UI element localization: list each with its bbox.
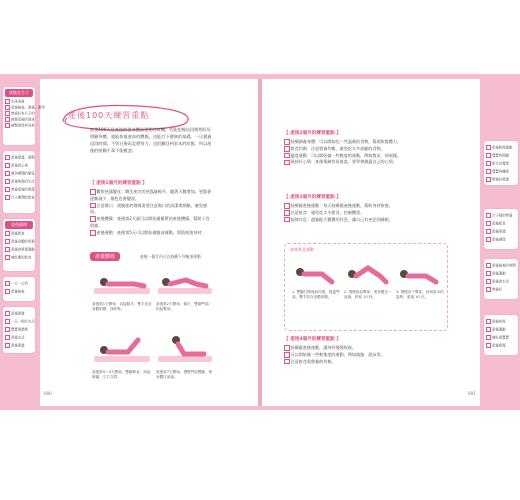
section-heading: 【 產後1個月的練習重點 】 <box>90 181 147 186</box>
tab-item: 準備好坐月子的 <box>5 111 33 116</box>
checkbox-icon <box>5 195 10 200</box>
checkbox-icon <box>486 221 491 226</box>
checkbox-icon <box>486 145 491 150</box>
section-body <box>284 345 446 365</box>
checkbox-icon[interactable] <box>90 203 96 209</box>
left-tab-card-1[interactable] <box>3 87 45 145</box>
section-body <box>284 203 446 223</box>
checkbox-icon[interactable] <box>284 153 290 159</box>
section-body <box>284 139 446 166</box>
checkbox-icon <box>486 153 491 158</box>
tab-item: 調整與保持身材 <box>5 123 33 128</box>
figure-caption: 產後第1天開始，直接躺平，雙手放在身體兩側，深呼吸。 <box>92 302 152 311</box>
checkbox-icon <box>5 187 10 192</box>
checkbox-icon <box>5 179 10 184</box>
tab-item: 產後照護 <box>486 343 516 348</box>
checkbox-icon[interactable] <box>90 189 96 195</box>
tab-item: 產後調理 <box>486 237 516 242</box>
section-heading: 【 產後3個月的練習重點 】 <box>284 195 341 200</box>
checkbox-icon <box>486 169 491 174</box>
checklist-item: 規律作息：盡量配合寶寶的作息，讓自己有充足的睡眠。 <box>284 217 446 224</box>
checkbox-icon <box>5 155 10 160</box>
tab-item: 產後檢查 <box>5 289 33 294</box>
tab-item: 產後保健 <box>5 343 33 348</box>
checkbox-icon <box>486 279 491 284</box>
exercise-box-step: 2. 慢慢抬起臀部，使身體呈一直線，停留 10 秒。 <box>344 290 392 299</box>
section-body <box>90 189 212 237</box>
checkbox-icon <box>5 343 10 348</box>
tab-item: 產後生活 <box>5 335 33 340</box>
checkbox-icon <box>486 287 491 292</box>
checkbox-icon[interactable] <box>284 160 290 166</box>
tab-item: 一天一個月生活 <box>5 319 33 324</box>
checklist-item: 注意飲食與營養的均衡。 <box>284 359 446 366</box>
page-number-left: 090 <box>44 391 52 396</box>
checkbox-icon <box>486 319 491 324</box>
checkbox-icon <box>5 311 10 316</box>
tab-item: 寶寶的睡眠 <box>486 169 516 174</box>
checkbox-icon[interactable] <box>284 359 290 365</box>
tab-item: 寶寶的照顧 <box>486 153 516 158</box>
checklist-item: 保持好心情：產後情緒容易低落，要學會調適自己的心情。 <box>284 159 446 166</box>
tab-item: 產後檢查、裝備、避孕 <box>5 105 33 110</box>
checkbox-icon[interactable] <box>284 345 290 351</box>
tab-item: 產後飲食 <box>5 231 33 236</box>
checkbox-icon <box>5 335 10 340</box>
checkbox-icon <box>5 289 10 294</box>
left-tab-card-5[interactable] <box>3 307 35 353</box>
checkbox-icon <box>5 163 10 168</box>
exercise-box-title: 產後骨盆運動 <box>290 247 314 252</box>
checkbox-icon <box>5 99 10 104</box>
right-tab-column <box>482 79 520 406</box>
checkbox-icon <box>486 213 491 218</box>
checkbox-icon <box>486 271 491 276</box>
checklist-item: 持續做產後運動：每天持續做產後運動，幫助身材恢復。 <box>284 203 446 210</box>
checkbox-icon <box>5 327 10 332</box>
figure-caption: 產後第2天開始，躺平，雙腳彎曲，抬起臀部。 <box>156 302 213 311</box>
tab-item: 產後恢復的生活 <box>5 179 33 184</box>
section-heading: 【 產後4個月的練習重點 】 <box>284 337 341 342</box>
exercise-figure-2 <box>156 262 214 300</box>
checklist-item: 產後運動：產後第5天可以開始做腹部運動，幫助恢復身材。 <box>90 230 212 237</box>
tab-item: 懷孕期間的變化 <box>5 171 33 176</box>
page-title: 產後100天練習重點 <box>68 111 150 120</box>
checklist-item: 注意飲食：避免吃太多甜食，控制體重。 <box>284 210 446 217</box>
tab-item: 產後保健 <box>5 311 33 316</box>
checkbox-icon[interactable] <box>284 352 290 358</box>
exercise-box-step: 1. 雙腳打開與肩同寬，膝蓋彎曲，雙手放在身體兩側。 <box>292 290 340 299</box>
figure-caption: 產後第4～5天開始，雙腳伸直，抬起單腳，左右交替。 <box>92 370 151 379</box>
tab-item: 哺乳期的飲食 <box>5 255 33 260</box>
checkbox-icon <box>486 343 491 348</box>
tab-item: 產後運動 <box>486 271 516 276</box>
checklist-item: 注意傷口：剖腹產的媽媽需要注意傷口的清潔與照顧，避免感染。 <box>90 202 208 215</box>
checkbox-icon <box>5 247 10 252</box>
exercise-figure-4 <box>156 330 214 368</box>
tab-label: 產後調理 <box>5 221 33 229</box>
checkbox-icon <box>5 319 10 324</box>
checklist-item: 適度運動：可以開始做一些輕度的運動，例如散步、伸展操。 <box>284 153 446 160</box>
left-tab-column <box>0 79 45 406</box>
exercise-subtitle: 產後一個月內可以持續下列幾項運動 <box>140 254 201 259</box>
tab-item: 產後保健 <box>486 229 516 234</box>
checkbox-icon[interactable] <box>284 210 290 216</box>
checkbox-icon <box>486 327 491 332</box>
tab-item: 準備產後的照護 <box>5 187 33 192</box>
tab-item: 產後飲食 <box>486 221 516 226</box>
tab-item: 調養產後的環境 <box>5 117 33 122</box>
checkbox-icon <box>5 231 10 236</box>
checkbox-icon <box>486 237 491 242</box>
exercise-box-figure-2 <box>344 256 390 286</box>
tab-item: 產後恢復 <box>486 319 516 324</box>
tab-item: 產後修復運動 <box>486 145 516 150</box>
left-tab-card-3[interactable] <box>3 219 35 271</box>
tab-item: 寶寶與媽媽 <box>5 327 33 332</box>
tab-item: 哺乳與寶寶 <box>486 335 516 340</box>
tab-item: 產後的修復運動 <box>5 247 33 252</box>
checkbox-icon <box>486 161 491 166</box>
checklist-item: 飲食均衡：注意營養均衡，避免吃太多油膩的食物。 <box>284 146 446 153</box>
checkbox-icon <box>486 229 491 234</box>
tab-item: 產後身體的保養 <box>5 239 33 244</box>
left-tab-card-2[interactable] <box>3 151 35 213</box>
checkbox-icon <box>5 105 10 110</box>
checkbox-icon <box>5 111 10 116</box>
tab-item: 產後照護、面膜 <box>5 155 33 160</box>
right-tab-card-4[interactable] <box>484 315 518 355</box>
checkbox-icon <box>5 255 10 260</box>
right-tab-card-3[interactable] <box>484 259 518 299</box>
exercise-box-figure-1 <box>292 256 338 286</box>
checkbox-icon <box>5 123 10 128</box>
figure-caption: 產後第7天開始，慢慢彎曲雙腳，使身體往前傾。 <box>156 370 213 379</box>
checkbox-icon <box>486 177 491 182</box>
exercise-box-figure-3 <box>396 256 442 286</box>
checklist-item: 持續調養身體：可以開始吃一些溫補的食物，幫助恢復體力。 <box>284 139 446 146</box>
exercise-tag: 產後體操 <box>90 252 120 261</box>
tab-item: 產後的心事 <box>5 163 33 168</box>
exercise-figure-3 <box>92 330 152 368</box>
checkbox-icon[interactable] <box>90 216 96 222</box>
checkbox-icon <box>486 335 491 340</box>
right-tab-card-2[interactable] <box>484 209 518 249</box>
tab-item: 產後檢查的時間 <box>486 263 516 268</box>
tab-item: 準備好照護 <box>486 177 516 182</box>
right-tab-card-1[interactable] <box>484 141 518 185</box>
tab-item: 一天一口奶 <box>5 281 33 286</box>
checkbox-icon <box>5 281 10 286</box>
checkbox-icon <box>486 263 491 268</box>
left-tab-card-4[interactable] <box>3 277 35 301</box>
checkbox-icon <box>5 239 10 244</box>
checkbox-icon <box>5 117 10 122</box>
checkbox-icon[interactable] <box>90 230 96 236</box>
checkbox-icon[interactable] <box>284 217 290 223</box>
tab-item: 月子期間的飲食 <box>5 195 33 200</box>
intro-paragraph: 產後100天是產後修復身體最重要的時機，若能把握這段期間好好照顧身體，就能恢復產前的體態。也能打下健康的基礎。一旦錯過這段時間，不管日後再怎麼努力，也很難回到原本的狀態，所以產後的照顧千萬不能輕忽。 <box>90 127 212 153</box>
section-heading: 【 產後2個月的練習重點 】 <box>284 131 341 136</box>
page-number-right: 091 <box>468 391 476 396</box>
exercise-figure-1 <box>92 262 152 300</box>
exercise-box-step: 3. 慢慢放下臀部，回到原本的姿勢，重複 10 次。 <box>396 290 444 299</box>
checkbox-icon[interactable] <box>284 203 290 209</box>
tab-item: 月子餐的準備 <box>486 213 516 218</box>
checklist-item: 產後體操：產後第2天就可以開始做簡單的產後體操，幫助子宮收縮。 <box>90 216 210 228</box>
tab-item: 生產前後 <box>5 99 33 104</box>
checklist-item: 持續做產後運動，讓身材慢慢恢復。 <box>284 345 446 352</box>
checkbox-icon[interactable] <box>284 146 290 152</box>
checkbox-icon[interactable] <box>284 139 290 145</box>
tab-item: 產後運動 <box>486 327 516 332</box>
checkbox-icon <box>5 171 10 176</box>
tab-item: 新生兒護理 <box>486 161 516 166</box>
tab-item: 準備好 <box>486 287 516 292</box>
tab-item: 產後的生活 <box>486 279 516 284</box>
checklist-item: 可以開始做一些較強度的運動，例如瑜伽、游泳等。 <box>284 352 446 359</box>
tab-label: 產後坐月子 <box>5 89 33 97</box>
checklist-item: 觀察惡露變化：剛生產完的惡露量較多，隨著天數增加，惡露會逐漸減少，顏色也會變淡。 <box>90 189 212 201</box>
